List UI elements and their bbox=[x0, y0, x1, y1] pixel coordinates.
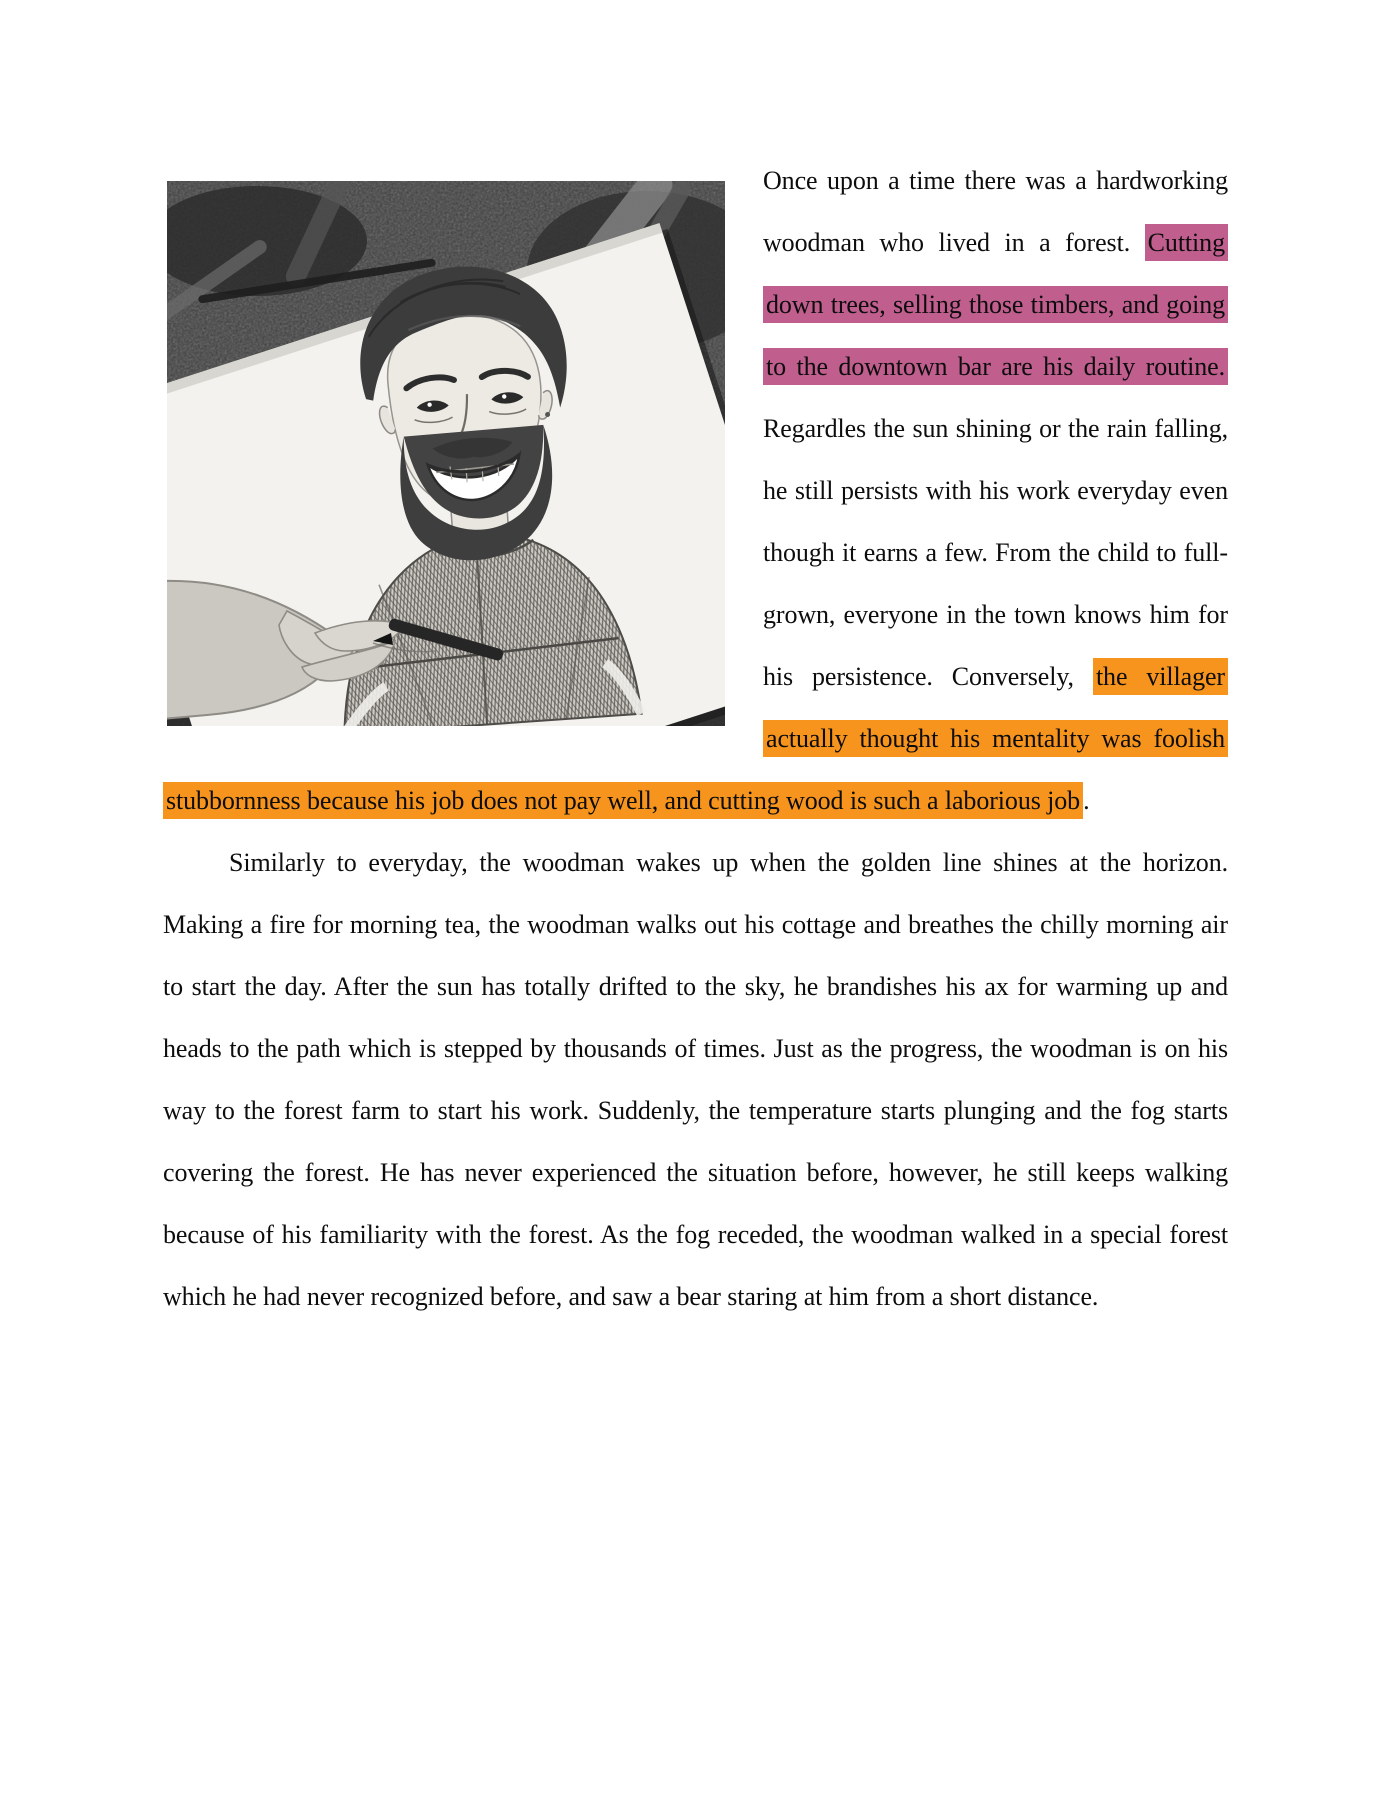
pencil-sketch-portrait-photo bbox=[167, 181, 725, 726]
highlighted-text-pink: Cutting down trees, selling those timbers, and going to the downtown bar are his daily routine. bbox=[763, 224, 1228, 385]
story-text: . bbox=[1083, 786, 1090, 815]
portrait-photo-graphic bbox=[167, 181, 725, 726]
highlighted-text-orange: the villager actually thought his mentality was foolish stubbornness because his job does not pay well, and cutting wood is such a laborious job bbox=[163, 658, 1228, 819]
story-text: Once upon a time there was a hardworking woodman who lived in a forest. bbox=[763, 166, 1228, 257]
document-body bbox=[163, 150, 1228, 1328]
story-paragraph-second: Similarly to everyday, the woodman wakes up when the golden line shines at the horizon. Making a fire for morning tea, the woodman walks out his cottage and breathes the chilly morning air to start the day. After the sun has totally drifted to the sky, he brandishes his ax for warming up and heads to the path which is stepped by thousands of times. Just as the progress, the woodman is on his way to the forest farm to start his work. Suddenly, the temperature starts plunging and the fog starts covering the forest. He has never experienced the situation before, however, he still keeps walking because of his familiarity with the forest. As the fog receded, the woodman walked in a special forest which he had never recognized before, and saw a bear staring at him from a short distance. bbox=[163, 848, 1228, 1311]
story-text: Regardles the sun shining or the rain falling, he still persists with his work everyday even though it earns a few. From the child to full-grown, everyone in the town knows him for his persistence. Conversely, bbox=[763, 414, 1228, 691]
